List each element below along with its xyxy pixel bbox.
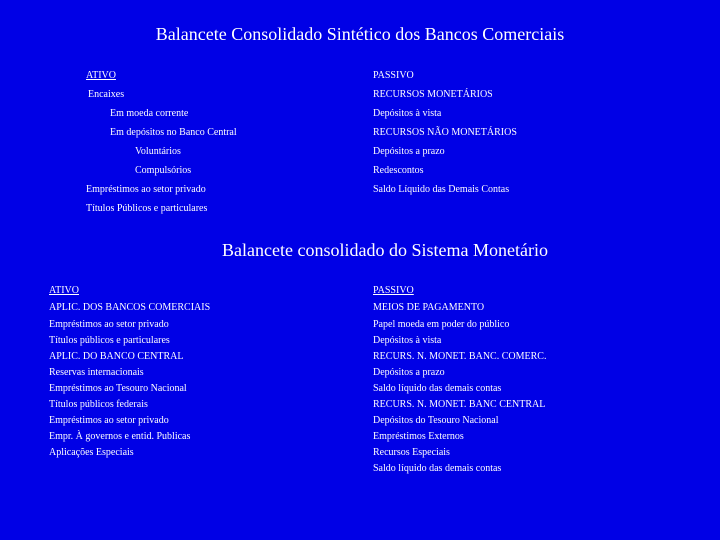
section2-passivo-item: RECURS. N. MONET. BANC. COMERC. [373,351,547,362]
section1-passivo-item: RECURSOS MONETÁRIOS [373,89,493,100]
section2-passivo-item: Depósitos à vista [373,335,442,346]
section1-passivo-item: Saldo Líquido das Demais Contas [373,184,510,195]
section2-passivo-item: Depósitos a prazo [373,367,445,378]
section2-passivo-item: MEIOS DE PAGAMENTO [373,302,485,313]
section1-ativo-header: ATIVO [86,70,116,81]
section2-ativo-header: ATIVO [49,285,79,296]
section1-passivo-item: RECURSOS NÃO MONETÁRIOS [373,127,517,138]
section2-passivo-item: Depósitos do Tesouro Nacional [373,415,499,426]
section1-passivo-item: Redescontos [373,165,424,176]
section2-ativo-item: Títulos públicos federais [49,399,148,410]
section2-ativo-item: Empr. À governos e entid. Publicas [49,431,191,442]
section2-passivo-item: Recursos Especiais [373,447,450,458]
section2-passivo-item: Empréstimos Externos [373,431,464,442]
section1-ativo-item: Empréstimos ao setor privado [86,184,206,195]
section1-passivo-item: Depósitos a prazo [373,146,445,157]
section1-ativo-item: Em depósitos no Banco Central [110,127,237,138]
section1-passivo-header: PASSIVO [373,70,414,81]
section1-title: Balancete Consolidado Sintético dos Bancos Comerciais [155,24,565,44]
section1-ativo-item: Em moeda corrente [110,108,189,119]
section2-ativo-item: Aplicações Especiais [49,447,134,458]
section1-ativo-item: Títulos Públicos e particulares [86,203,208,214]
section2-passivo-header: PASSIVO [373,285,414,296]
section2-passivo-item: Papel moeda em poder do público [373,319,510,330]
section2-title: Balancete consolidado do Sistema Monetário [222,240,548,260]
section2-ativo-item: Reservas internacionais [49,367,144,378]
section1-passivo-item: Depósitos à vista [373,108,442,119]
section2-ativo-item: Empréstimos ao setor privado [49,415,169,426]
section1-ativo-item: Compulsórios [135,165,192,176]
section2-ativo-item: Empréstimos ao setor privado [49,319,169,330]
section2-passivo-item: RECURS. N. MONET. BANC CENTRAL [373,399,546,410]
section2-ativo-item: APLIC. DOS BANCOS COMERCIAIS [49,302,211,313]
section2-passivo-item: Saldo líquido das demais contas [373,383,502,394]
section2-ativo-item: Títulos públicos e particulares [49,335,170,346]
section1-ativo-item: Encaixes [88,89,125,100]
section2-passivo-item: Saldo líquido das demais contas [373,463,502,474]
section1-ativo-item: Voluntários [135,146,181,157]
section2-ativo-item: APLIC. DO BANCO CENTRAL [49,351,184,362]
section2-ativo-item: Empréstimos ao Tesouro Nacional [49,383,187,394]
